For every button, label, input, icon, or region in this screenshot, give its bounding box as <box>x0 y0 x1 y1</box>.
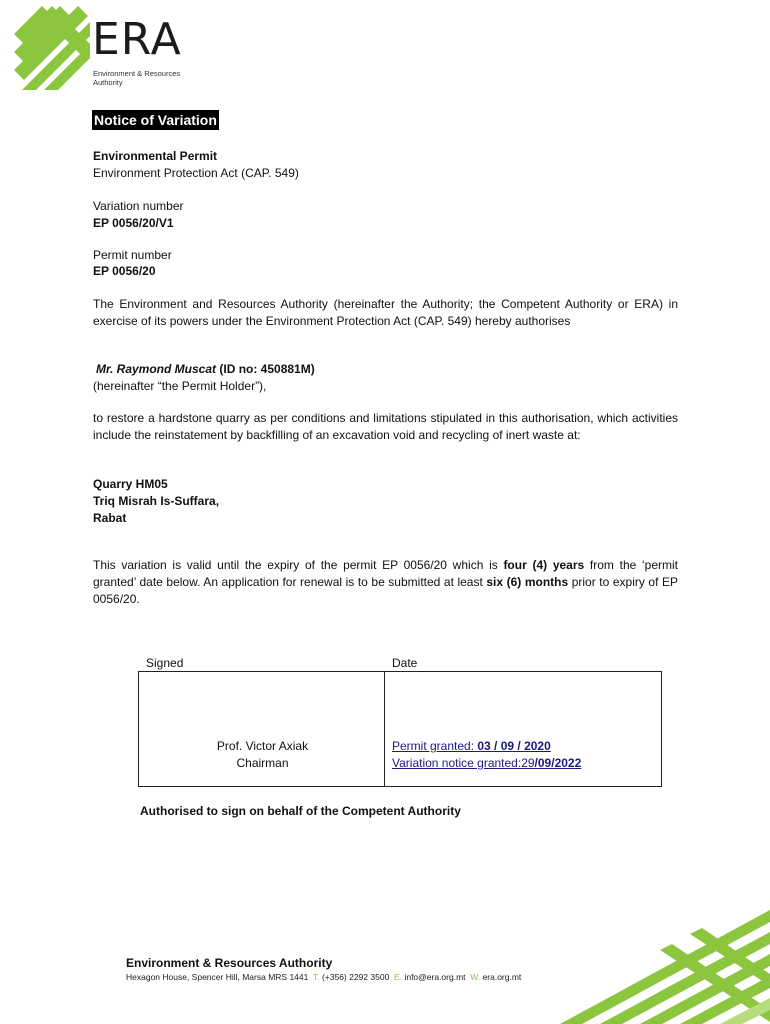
signed-label: Signed <box>146 656 184 670</box>
permit-act: Environment Protection Act (CAP. 549) <box>93 166 299 180</box>
signatory-role: Chairman <box>236 756 289 770</box>
footer-email[interactable]: info@era.org.mt <box>404 972 466 982</box>
signatory <box>140 738 385 772</box>
site-line2: Triq Misrah Is-Suffara, <box>93 494 220 508</box>
validity-paragraph: This variation is valid until the expiry of the permit EP 0056/20 which is four (4) years from the ‘permit granted’ date below. An application for renewal is to be submitted at least six (6) months prior to expiry of EP 0056/20. <box>93 558 678 606</box>
site-line3: Rabat <box>93 511 127 525</box>
site-line1: Quarry HM05 <box>93 477 168 491</box>
permit-number: EP 0056/20 <box>93 264 156 278</box>
footer-org: Environment & Resources Authority <box>126 956 333 970</box>
validity-months: six (6) months <box>486 575 569 589</box>
signatory-name: Prof. Victor Axiak <box>216 739 309 753</box>
logo-letters: ERA <box>92 14 182 65</box>
validity-years: four (4) years <box>503 558 585 572</box>
variation-label: Variation number <box>93 199 184 213</box>
logo-subtitle: Environment & Resources Authority <box>93 69 181 87</box>
authority-paragraph: The Environment and Resources Authority (hereinafter the Authority; the Competent Authority or ERA) in exercise of its powers under the Environment Protection Act (CAP. 549) hereby authorises <box>93 297 678 328</box>
permit-granted-line: Permit granted: 03 / 09 / 2020 <box>392 739 551 753</box>
footer-tel: (+356) 2292 3500 <box>321 972 390 982</box>
holder-note: (hereinafter “the Permit Holder”), <box>93 379 267 393</box>
footer-web[interactable]: era.org.mt <box>482 972 522 982</box>
variation-granted-line: Variation notice granted:29/09/2022 <box>392 756 582 770</box>
authorised-note: Authorised to sign on behalf of the Competent Authority <box>140 804 461 818</box>
footer-address-line: Hexagon House, Spencer Hill, Marsa MRS 1441 T. (+356) 2292 3500 E. info@era.org.mt W. era.org.mt <box>126 972 522 982</box>
decorative-lattice <box>540 890 770 1024</box>
holder-name: Mr. Raymond Muscat <box>96 362 217 376</box>
footer-address: Hexagon House, Spencer Hill, Marsa MRS 1441 <box>126 972 309 982</box>
page-title: Notice of Variation <box>94 112 217 128</box>
permit-label: Permit number <box>93 248 172 262</box>
variation-granted-date: /09/2022 <box>534 756 582 770</box>
permit-heading: Environmental Permit <box>93 149 218 163</box>
date-entries <box>392 738 581 772</box>
variation-number: EP 0056/20/V1 <box>93 216 174 230</box>
date-label: Date <box>392 656 418 670</box>
activity-paragraph: to restore a hardstone quarry as per conditions and limitations stipulated in this authorisation, which activities include the reinstatement by backfilling of an excavation void and recycling of inert waste at: <box>93 411 678 442</box>
permit-granted-date: 03 / 09 / 2020 <box>477 739 551 753</box>
holder-id: (ID no: 450881M) <box>216 362 315 376</box>
holder-line <box>96 361 315 377</box>
